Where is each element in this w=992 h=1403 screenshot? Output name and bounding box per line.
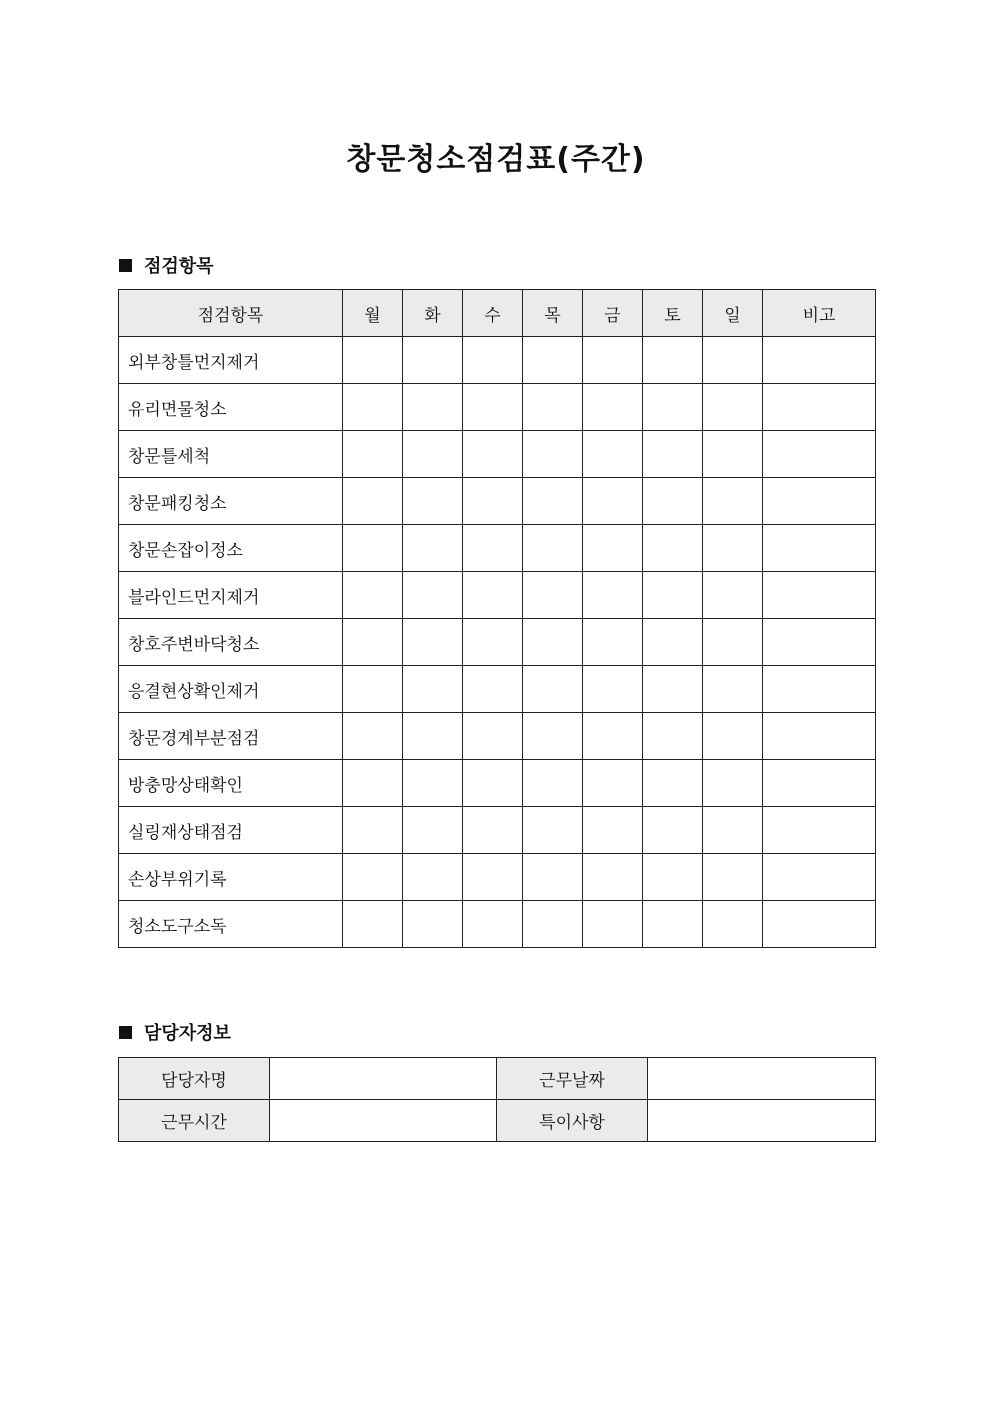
check-item-name: 블라인드먼지제거 bbox=[119, 572, 343, 619]
check-cell-mon[interactable] bbox=[343, 337, 403, 384]
check-cell-tue[interactable] bbox=[403, 713, 463, 760]
check-cell-remarks[interactable] bbox=[763, 525, 876, 572]
check-cell-wed[interactable] bbox=[463, 854, 523, 901]
table-row bbox=[119, 713, 876, 760]
check-cell-wed[interactable] bbox=[463, 525, 523, 572]
check-cell-sun[interactable] bbox=[703, 478, 763, 525]
check-cell-sun[interactable] bbox=[703, 619, 763, 666]
check-cell-remarks[interactable] bbox=[763, 478, 876, 525]
column-header-tue: 화 bbox=[403, 290, 463, 337]
column-header-mon: 월 bbox=[343, 290, 403, 337]
check-item-name: 응결현상확인제거 bbox=[119, 666, 343, 713]
table-row bbox=[119, 760, 876, 807]
check-cell-tue[interactable] bbox=[403, 478, 463, 525]
staff-info-table bbox=[118, 1057, 876, 1142]
check-cell-sat[interactable] bbox=[643, 384, 703, 431]
work-time-label: 근무시간 bbox=[119, 1100, 270, 1142]
check-cell-fri[interactable] bbox=[583, 337, 643, 384]
check-cell-sat[interactable] bbox=[643, 431, 703, 478]
check-cell-wed[interactable] bbox=[463, 431, 523, 478]
work-date-field[interactable] bbox=[648, 1058, 876, 1100]
check-cell-tue[interactable] bbox=[403, 807, 463, 854]
check-cell-mon[interactable] bbox=[343, 807, 403, 854]
check-item-name: 손상부위기록 bbox=[119, 854, 343, 901]
check-cell-sat[interactable] bbox=[643, 760, 703, 807]
table-row bbox=[119, 901, 876, 948]
check-cell-sun[interactable] bbox=[703, 854, 763, 901]
table-row bbox=[119, 525, 876, 572]
check-cell-fri[interactable] bbox=[583, 431, 643, 478]
check-cell-tue[interactable] bbox=[403, 337, 463, 384]
check-cell-mon[interactable] bbox=[343, 760, 403, 807]
check-cell-mon[interactable] bbox=[343, 384, 403, 431]
check-cell-fri[interactable] bbox=[583, 619, 643, 666]
check-cell-wed[interactable] bbox=[463, 384, 523, 431]
check-cell-fri[interactable] bbox=[583, 572, 643, 619]
check-cell-fri[interactable] bbox=[583, 901, 643, 948]
check-cell-fri[interactable] bbox=[583, 713, 643, 760]
check-cell-remarks[interactable] bbox=[763, 760, 876, 807]
check-cell-tue[interactable] bbox=[403, 431, 463, 478]
check-cell-sat[interactable] bbox=[643, 666, 703, 713]
check-cell-mon[interactable] bbox=[343, 431, 403, 478]
check-cell-remarks[interactable] bbox=[763, 901, 876, 948]
table-row bbox=[119, 619, 876, 666]
check-table bbox=[118, 289, 876, 948]
check-cell-thu[interactable] bbox=[523, 666, 583, 713]
check-cell-sun[interactable] bbox=[703, 807, 763, 854]
check-cell-tue[interactable] bbox=[403, 854, 463, 901]
column-header-wed: 수 bbox=[463, 290, 523, 337]
check-cell-sun[interactable] bbox=[703, 901, 763, 948]
check-cell-remarks[interactable] bbox=[763, 572, 876, 619]
check-cell-mon[interactable] bbox=[343, 478, 403, 525]
check-item-name: 창문손잡이정소 bbox=[119, 525, 343, 572]
check-cell-mon[interactable] bbox=[343, 854, 403, 901]
check-cell-remarks[interactable] bbox=[763, 666, 876, 713]
table-header-row bbox=[119, 290, 876, 337]
check-cell-fri[interactable] bbox=[583, 666, 643, 713]
check-cell-thu[interactable] bbox=[523, 807, 583, 854]
check-item-name: 방충망상태확인 bbox=[119, 760, 343, 807]
check-cell-wed[interactable] bbox=[463, 572, 523, 619]
remarks-label: 특이사항 bbox=[497, 1100, 648, 1142]
check-cell-wed[interactable] bbox=[463, 713, 523, 760]
column-header-remarks: 비고 bbox=[763, 290, 876, 337]
check-item-name: 창문패킹청소 bbox=[119, 478, 343, 525]
check-cell-sat[interactable] bbox=[643, 619, 703, 666]
check-cell-sun[interactable] bbox=[703, 431, 763, 478]
check-cell-wed[interactable] bbox=[463, 337, 523, 384]
check-cell-wed[interactable] bbox=[463, 619, 523, 666]
check-item-name: 청소도구소독 bbox=[119, 901, 343, 948]
check-cell-remarks[interactable] bbox=[763, 807, 876, 854]
check-cell-remarks[interactable] bbox=[763, 431, 876, 478]
check-cell-wed[interactable] bbox=[463, 760, 523, 807]
square-bullet-icon bbox=[119, 259, 132, 272]
check-cell-mon[interactable] bbox=[343, 619, 403, 666]
check-cell-sat[interactable] bbox=[643, 572, 703, 619]
section-heading-check-items bbox=[119, 252, 214, 278]
table-row bbox=[119, 854, 876, 901]
check-cell-thu[interactable] bbox=[523, 619, 583, 666]
check-cell-wed[interactable] bbox=[463, 666, 523, 713]
check-item-name: 창문경계부분점검 bbox=[119, 713, 343, 760]
column-header-thu: 목 bbox=[523, 290, 583, 337]
document-title: 창문청소점검표(주간) bbox=[346, 142, 646, 177]
check-cell-tue[interactable] bbox=[403, 384, 463, 431]
column-header-sat: 토 bbox=[643, 290, 703, 337]
check-cell-fri[interactable] bbox=[583, 807, 643, 854]
check-cell-tue[interactable] bbox=[403, 760, 463, 807]
check-cell-remarks[interactable] bbox=[763, 384, 876, 431]
check-cell-mon[interactable] bbox=[343, 666, 403, 713]
check-cell-fri[interactable] bbox=[583, 384, 643, 431]
check-item-name: 외부창틀먼지제거 bbox=[119, 337, 343, 384]
check-cell-sun[interactable] bbox=[703, 713, 763, 760]
check-cell-sun[interactable] bbox=[703, 760, 763, 807]
check-cell-mon[interactable] bbox=[343, 901, 403, 948]
check-cell-tue[interactable] bbox=[403, 572, 463, 619]
check-cell-sat[interactable] bbox=[643, 807, 703, 854]
check-cell-wed[interactable] bbox=[463, 901, 523, 948]
check-cell-sun[interactable] bbox=[703, 666, 763, 713]
check-cell-thu[interactable] bbox=[523, 572, 583, 619]
table-row bbox=[119, 478, 876, 525]
check-cell-mon[interactable] bbox=[343, 572, 403, 619]
table-row bbox=[119, 337, 876, 384]
check-cell-fri[interactable] bbox=[583, 478, 643, 525]
check-cell-tue[interactable] bbox=[403, 525, 463, 572]
check-item-name: 실링재상태점검 bbox=[119, 807, 343, 854]
check-cell-thu[interactable] bbox=[523, 478, 583, 525]
square-bullet-icon bbox=[119, 1026, 132, 1039]
check-cell-thu[interactable] bbox=[523, 901, 583, 948]
check-cell-sat[interactable] bbox=[643, 901, 703, 948]
check-cell-wed[interactable] bbox=[463, 478, 523, 525]
check-cell-sat[interactable] bbox=[643, 854, 703, 901]
work-date-label: 근무날짜 bbox=[497, 1058, 648, 1100]
check-cell-remarks[interactable] bbox=[763, 619, 876, 666]
check-cell-fri[interactable] bbox=[583, 760, 643, 807]
check-cell-fri[interactable] bbox=[583, 525, 643, 572]
table-row bbox=[119, 666, 876, 713]
check-cell-thu[interactable] bbox=[523, 713, 583, 760]
check-cell-tue[interactable] bbox=[403, 901, 463, 948]
check-cell-mon[interactable] bbox=[343, 525, 403, 572]
table-row bbox=[119, 384, 876, 431]
check-cell-sat[interactable] bbox=[643, 713, 703, 760]
check-cell-remarks[interactable] bbox=[763, 337, 876, 384]
column-header-sun: 일 bbox=[703, 290, 763, 337]
table-row bbox=[119, 1100, 876, 1142]
check-cell-remarks[interactable] bbox=[763, 854, 876, 901]
check-cell-tue[interactable] bbox=[403, 666, 463, 713]
table-row bbox=[119, 572, 876, 619]
table-row bbox=[119, 807, 876, 854]
check-cell-sat[interactable] bbox=[643, 525, 703, 572]
check-cell-thu[interactable] bbox=[523, 384, 583, 431]
check-cell-sun[interactable] bbox=[703, 337, 763, 384]
work-time-field[interactable] bbox=[270, 1100, 497, 1142]
check-item-name: 창호주변바닥청소 bbox=[119, 619, 343, 666]
table-row bbox=[119, 1058, 876, 1100]
check-cell-wed[interactable] bbox=[463, 807, 523, 854]
staff-name-label: 담당자명 bbox=[119, 1058, 270, 1100]
check-cell-sat[interactable] bbox=[643, 337, 703, 384]
section-heading-label: 점검항목 bbox=[144, 256, 214, 277]
check-cell-thu[interactable] bbox=[523, 854, 583, 901]
check-cell-thu[interactable] bbox=[523, 760, 583, 807]
check-cell-sun[interactable] bbox=[703, 525, 763, 572]
check-cell-thu[interactable] bbox=[523, 525, 583, 572]
check-cell-remarks[interactable] bbox=[763, 713, 876, 760]
column-header-item: 점검항목 bbox=[119, 290, 343, 337]
staff-name-field[interactable] bbox=[270, 1058, 497, 1100]
check-cell-mon[interactable] bbox=[343, 713, 403, 760]
check-cell-sun[interactable] bbox=[703, 384, 763, 431]
table-row bbox=[119, 431, 876, 478]
check-cell-sat[interactable] bbox=[643, 478, 703, 525]
check-cell-fri[interactable] bbox=[583, 854, 643, 901]
section-heading-staff-info bbox=[119, 1019, 231, 1045]
section-heading-label: 담당자정보 bbox=[144, 1023, 231, 1044]
check-item-name: 유리면물청소 bbox=[119, 384, 343, 431]
check-cell-thu[interactable] bbox=[523, 431, 583, 478]
check-cell-thu[interactable] bbox=[523, 337, 583, 384]
check-item-name: 창문틀세척 bbox=[119, 431, 343, 478]
check-cell-tue[interactable] bbox=[403, 619, 463, 666]
column-header-fri: 금 bbox=[583, 290, 643, 337]
remarks-field[interactable] bbox=[648, 1100, 876, 1142]
check-cell-sun[interactable] bbox=[703, 572, 763, 619]
